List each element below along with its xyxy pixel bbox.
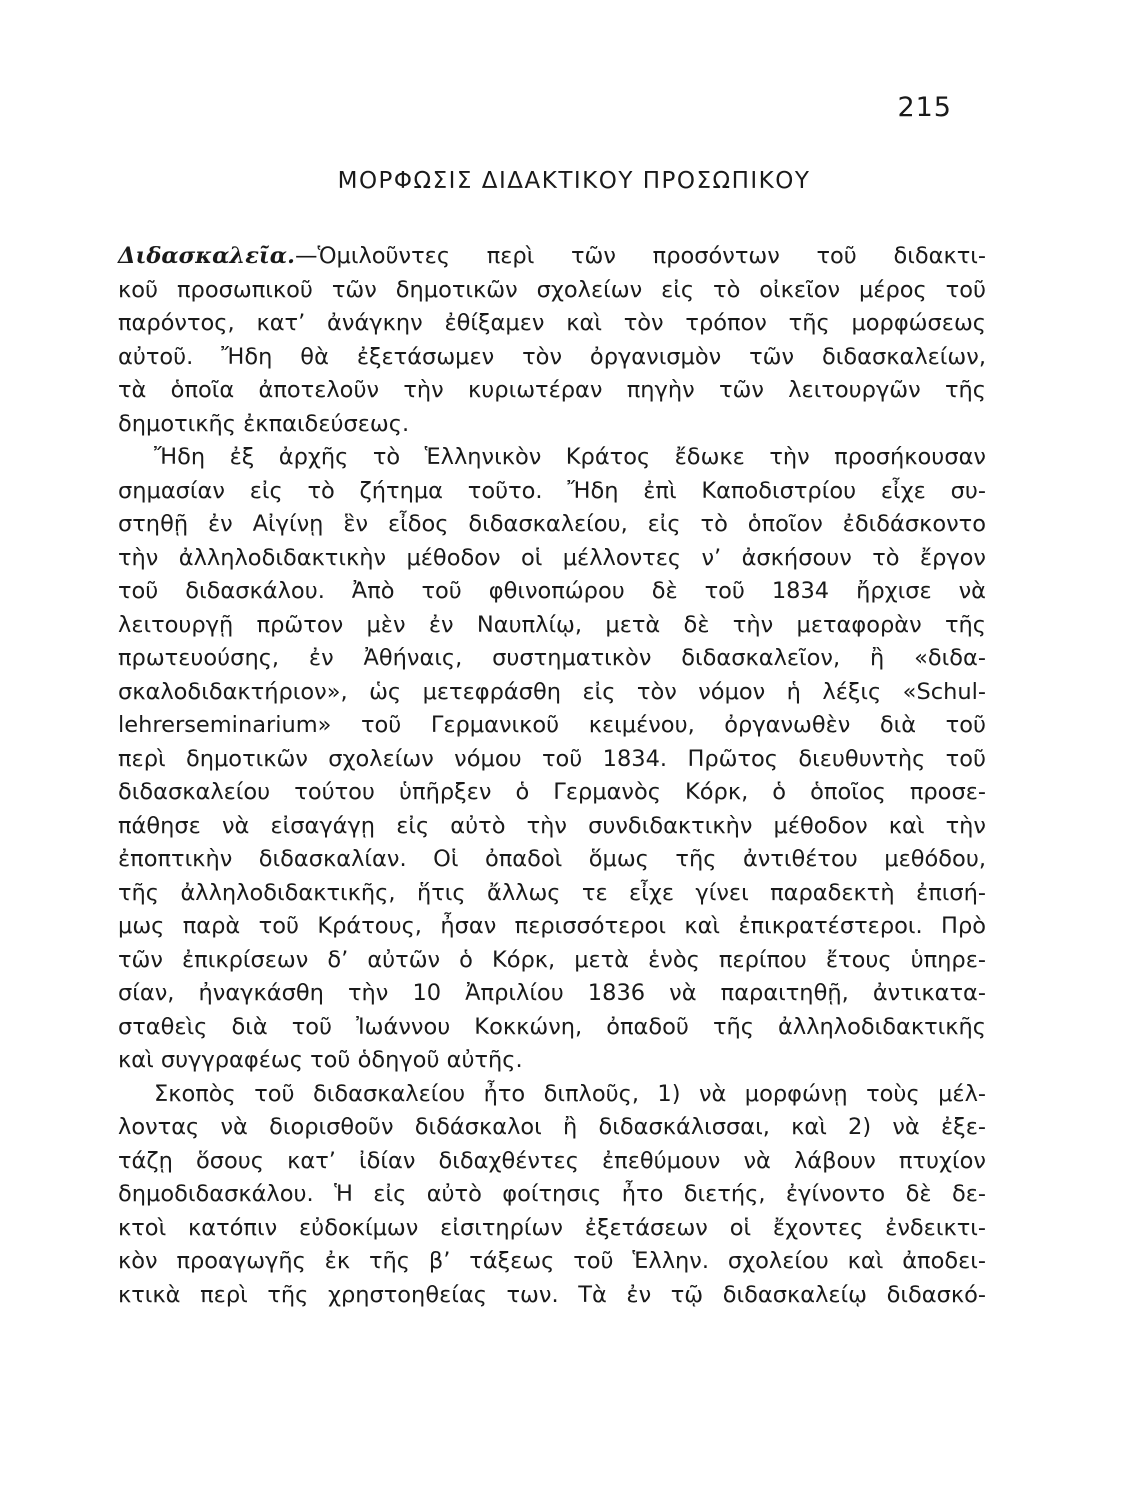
text-line: κὸν προαγωγῆς ἐκ τῆς β’ τάξεως τοῦ Ἑλλην. σχολείου καὶ ἀποδει- (118, 1248, 986, 1274)
text-line: σταθεὶς διὰ τοῦ Ἰωάννου Κοκκώνη, ὀπαδοῦ τῆς ἀλληλοδιδακτικῆς (118, 1013, 986, 1040)
text-line: Σκοπὸς τοῦ διδασκαλείου ἦτο διπλοῦς, 1) νὰ μορφώνῃ τοὺς μέλ- (154, 1080, 986, 1107)
text-line: δημοδιδασκάλου. Ἡ εἰς αὐτὸ φοίτησις ἦτο διετής, ἐγίνοντο δὲ δε- (118, 1181, 986, 1207)
text-line: καὶ συγγραφέως τοῦ ὁδηγοῦ αὐτῆς. (118, 1047, 523, 1073)
text-line: παρόντος, κατ’ ἀνάγκην ἐθίξαμεν καὶ τὸν τρόπον τῆς μορφώσεως (118, 310, 986, 336)
running-head: ΜΟΡΦΩΣΙΣ ΔΙΔΑΚΤΙΚΟΥ ΠΡΟΣΩΠΙΚΟΥ (337, 168, 811, 194)
text-line: lehrerseminarium» τοῦ Γερμανικοῦ κειμένου, ὀργανωθὲν διὰ τοῦ (118, 712, 986, 738)
text-line: αὐτοῦ. Ἤδη θὰ ἐξετάσωμεν τὸν ὀργανισμὸν τῶν διδασκαλείων, (118, 343, 986, 370)
page-number: 215 (897, 92, 952, 123)
text-line: πάθησε νὰ εἰσαγάγῃ εἰς αὐτὸ τὴν συνδιδακτικὴν μέθοδον καὶ τὴν (118, 812, 986, 839)
text-line: μως παρὰ τοῦ Κράτους, ἦσαν περισσότεροι καὶ ἐπικρατέστεροι. Πρὸ (118, 913, 986, 939)
text-line (118, 240, 986, 274)
text-line: τῶν ἐπικρίσεων δ’ αὐτῶν ὁ Κόρκ, μετὰ ἑνὸς περίπου ἔτους ὑπηρε- (118, 946, 986, 973)
text-line: τὴν ἀλληλοδιδακτικὴν μέθοδον οἱ μέλλοντες ν’ ἀσκήσουν τὸ ἔργον (118, 544, 986, 571)
section-heading: Διδασκαλεῖα. (118, 243, 295, 269)
text-line: δημοτικῆς ἐκπαιδεύσεως. (118, 410, 410, 437)
text-line: σίαν, ἠναγκάσθη τὴν 10 Ἀπριλίου 1836 νὰ παραιτηθῇ, ἀντικατα- (118, 980, 986, 1006)
text-line: σημασίαν εἰς τὸ ζήτημα τοῦτο. Ἤδη ἐπὶ Καποδιστρίου εἶχε συ- (118, 477, 986, 504)
text-line: κτοὶ κατόπιν εὐδοκίμων εἰσιτηρίων ἐξετάσεων οἱ ἔχοντες ἐνδεικτι- (118, 1214, 986, 1241)
text-line: πρωτευούσης, ἐν Ἀθήναις, συστηματικὸν διδασκαλεῖον, ἢ «διδα- (118, 645, 986, 671)
text-line: διδασκαλείου τούτου ὑπῆρξεν ὁ Γερμανὸς Κόρκ, ὁ ὁποῖος προσε- (118, 779, 986, 805)
text-line: τῆς ἀλληλοδιδακτικῆς, ἥτις ἄλλως τε εἶχε γίνει παραδεκτὴ ἐπισή- (118, 879, 986, 906)
text-line: τὰ ὁποῖα ἀποτελοῦν τὴν κυριωτέραν πηγὴν τῶν λειτουργῶν τῆς (118, 377, 986, 403)
text-line: ἐποπτικὴν διδασκαλίαν. Οἱ ὀπαδοὶ ὅμως τῆς ἀντιθέτου μεθόδου, (118, 846, 986, 872)
text-line: σκαλοδιδακτήριον», ὡς μετεφράσθη εἰς τὸν νόμον ἡ λέξις «Schul- (118, 678, 986, 705)
text-line: στηθῇ ἐν Αἰγίνῃ ἓν εἶδος διδασκαλείου, εἰς τὸ ὁποῖον ἐδιδάσκοντο (118, 511, 986, 537)
text-line-content: —Ὁμιλοῦντες περὶ τῶν προσόντων τοῦ διδακτι- (294, 243, 986, 269)
text-line: κοῦ προσωπικοῦ τῶν δημοτικῶν σχολείων εἰς τὸ οἰκεῖον μέρος τοῦ (118, 276, 986, 303)
text-line: περὶ δημοτικῶν σχολείων νόμου τοῦ 1834. Πρῶτος διευθυντὴς τοῦ (118, 745, 986, 772)
body-text (118, 240, 986, 1312)
text-line: τοῦ διδασκάλου. Ἀπὸ τοῦ φθινοπώρου δὲ τοῦ 1834 ἤρχισε νὰ (118, 578, 986, 604)
text-line: Ἤδη ἐξ ἀρχῆς τὸ Ἑλληνικὸν Κράτος ἔδωκε τὴν προσήκουσαν (154, 444, 986, 470)
text-line: κτικὰ περὶ τῆς χρηστοηθείας των. Τὰ ἐν τῷ διδασκαλείῳ διδασκό- (118, 1281, 986, 1308)
text-line: λοντας νὰ διορισθοῦν διδάσκαλοι ἢ διδασκάλισσαι, καὶ 2) νὰ ἐξε- (118, 1114, 986, 1140)
text-line: τάζῃ ὅσους κατ’ ἰδίαν διδαχθέντες ἐπεθύμουν νὰ λάβουν πτυχίον (118, 1147, 986, 1174)
text-line: λειτουργῇ πρῶτον μὲν ἐν Ναυπλίῳ, μετὰ δὲ τὴν μεταφορὰν τῆς (118, 611, 986, 638)
